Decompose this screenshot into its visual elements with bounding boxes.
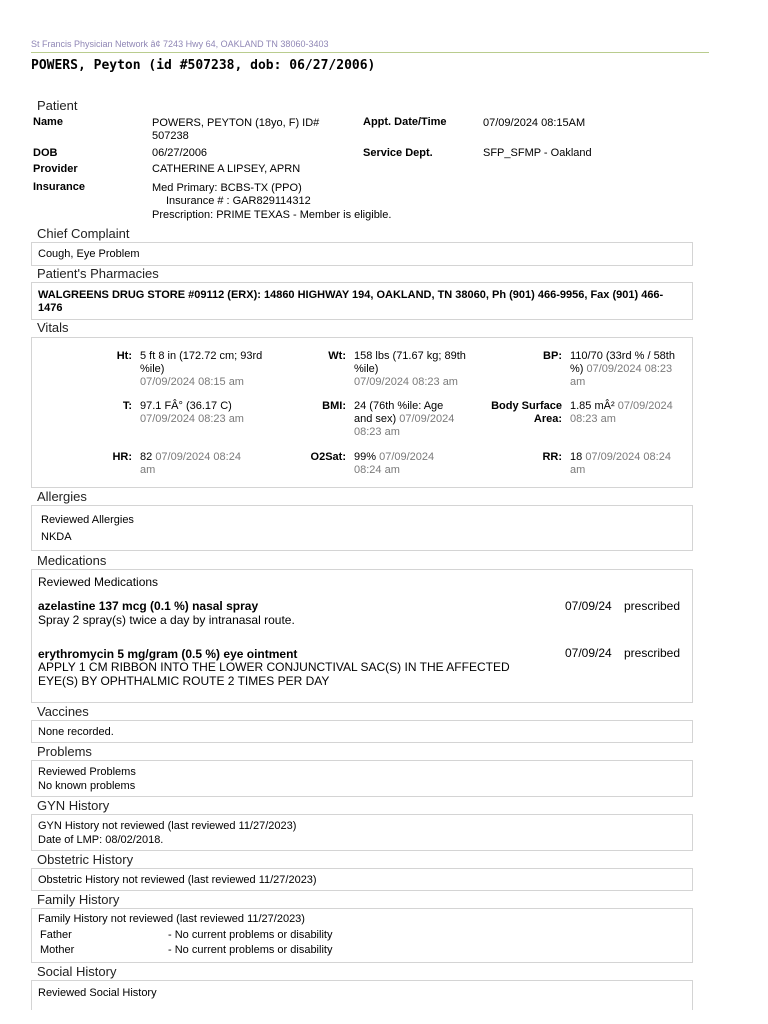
provider-label: Provider: [33, 163, 78, 175]
family-relation: Father: [40, 929, 72, 941]
dob-value: 06/27/2006: [152, 147, 208, 159]
family-relation-note: - No current problems or disability: [168, 944, 333, 956]
vital-t: [140, 400, 270, 426]
med-date: 07/09/24: [565, 646, 612, 660]
vital-bmi-value: 24 (76th %ile: Age and sex): [354, 400, 444, 425]
problems-box: [31, 760, 693, 797]
dob-label: DOB: [33, 147, 58, 159]
medications-reviewed: Reviewed Medications: [38, 575, 159, 589]
med-status: prescribed: [624, 599, 681, 613]
family-history-status: Family History not reviewed (last reviewed 11/27/2023): [38, 913, 305, 925]
family-history-box: [31, 908, 693, 963]
pharmacy-entry: WALGREENS DRUG STORE #09112 (ERX): 14860 HIGHWAY 194, OAKLAND, TN 38060, Ph (901) 466-9956, Fax (901) 466-1476: [38, 289, 664, 314]
vital-hr: [140, 451, 250, 477]
vital-t-time: 07/09/2024 08:23 am: [140, 413, 244, 425]
gyn-history-box: [31, 814, 693, 851]
vital-wt-label: Wt:: [328, 350, 346, 362]
vital-ht-value: 5 ft 8 in (172.72 cm; 93rd %ile): [140, 350, 263, 375]
name-value: POWERS, PEYTON (18yo, F) ID# 507238: [152, 117, 320, 142]
vital-t-value: 97.1 FÂ° (36.17 C): [140, 400, 232, 412]
medications-title: Medications: [37, 553, 107, 568]
vital-ht-time: 07/09/2024 08:15 am: [140, 376, 244, 388]
family-relation: Mother: [40, 944, 75, 956]
practice-header: St Francis Physician Network â¢ 7243 Hwy 64, OAKLAND TN 38060-3403: [31, 39, 329, 49]
obstetric-history-title: Obstetric History: [37, 852, 134, 867]
vital-bmi: [354, 400, 464, 439]
med-name: azelastine 137 mcg (0.1 %) nasal spray: [38, 599, 259, 613]
family-relation-note: - No current problems or disability: [168, 929, 333, 941]
vital-hr-value: 82: [140, 451, 153, 463]
header-divider: [31, 52, 709, 53]
vaccines-box: [31, 720, 693, 743]
service-label: Service Dept.: [363, 147, 433, 159]
vital-ht: [140, 350, 270, 389]
vital-bsa-value: 1.85 mÂ²: [570, 400, 615, 412]
vital-hr-time: 07/09/2024 08:24 am: [140, 451, 241, 476]
gyn-history-title: GYN History: [37, 798, 110, 813]
vital-wt: [354, 350, 474, 389]
allergies-box: [31, 505, 693, 551]
vital-bsa: [570, 400, 682, 426]
appt-label: Appt. Date/Time: [363, 116, 447, 128]
medications-box: [31, 569, 693, 703]
med-status: prescribed: [624, 646, 681, 660]
patient-section-title: Patient: [37, 98, 78, 113]
insurance-primary: Med Primary: BCBS-TX (PPO): [152, 182, 302, 194]
gyn-lmp-date: Date of LMP: 08/02/2018.: [38, 834, 164, 846]
obstetric-history-box: [31, 868, 693, 891]
med-instructions: Spray 2 spray(s) twice a day by intranasal route.: [38, 613, 295, 627]
provider-value: CATHERINE A LIPSEY, APRN: [152, 163, 301, 175]
social-history-box: [31, 980, 693, 1010]
vital-bsa-label: Body Surface Area:: [491, 400, 562, 425]
med-date: 07/09/24: [565, 599, 612, 613]
gyn-history-status: GYN History not reviewed (last reviewed 11/27/2023): [38, 820, 297, 832]
vital-ht-label: Ht:: [116, 350, 132, 362]
social-history-title: Social History: [37, 964, 117, 979]
obstetric-history-text: Obstetric History not reviewed (last reviewed 11/27/2023): [38, 874, 317, 886]
family-history-title: Family History: [37, 892, 120, 907]
allergies-text: NKDA: [41, 531, 72, 543]
pharmacies-box: [31, 282, 693, 320]
problems-text: No known problems: [38, 780, 136, 792]
vital-o2: [354, 451, 454, 477]
allergies-title: Allergies: [37, 489, 87, 504]
insurance-number: Insurance # : GAR829114312: [166, 195, 311, 207]
vaccines-title: Vaccines: [37, 704, 89, 719]
service-value: SFP_SFMP - Oakland: [483, 147, 592, 159]
chief-complaint-box: [31, 242, 693, 266]
vital-o2-label: O2Sat:: [310, 451, 346, 463]
vital-wt-time: 07/09/2024 08:23 am: [354, 376, 458, 388]
vital-bmi-time: 07/09/2024 08:23 am: [354, 413, 455, 438]
vital-bp: [570, 350, 680, 389]
vital-hr-label: HR:: [112, 451, 132, 463]
insurance-label: Insurance: [33, 181, 85, 193]
chief-complaint-title: Chief Complaint: [37, 226, 130, 241]
problems-title: Problems: [37, 744, 92, 759]
med-instructions: APPLY 1 CM RIBBON INTO THE LOWER CONJUNCTIVAL SAC(S) IN THE AFFECTED EYE(S) BY OPHTHALMIC ROUTE 2 TIMES PER DAY: [38, 660, 510, 688]
vital-bp-label: BP:: [543, 350, 562, 362]
insurance-prescription: Prescription: PRIME TEXAS - Member is eligible.: [152, 209, 392, 221]
vital-wt-value: 158 lbs (71.67 kg; 89th %ile): [354, 350, 466, 375]
vitals-title: Vitals: [37, 320, 69, 335]
vital-bsa-time: 07/09/2024 08:23 am: [570, 400, 673, 425]
med-name: erythromycin 5 mg/gram (0.5 %) eye ointment: [38, 647, 298, 661]
vital-o2-time: 07/09/2024 08:24 am: [354, 451, 435, 476]
problems-reviewed: Reviewed Problems: [38, 766, 136, 778]
pharmacies-title: Patient's Pharmacies: [37, 266, 159, 281]
name-label: Name: [33, 116, 63, 128]
vitals-box: [31, 337, 693, 488]
vital-bp-time: 07/09/2024 08:23 am: [570, 363, 673, 388]
document-title: POWERS, Peyton (id #507238, dob: 06/27/2006): [31, 58, 376, 73]
vital-t-label: T:: [122, 400, 132, 412]
vital-rr: [570, 451, 680, 477]
chief-complaint-text: Cough, Eye Problem: [38, 248, 140, 260]
vital-rr-time: 07/09/2024 08:24 am: [570, 451, 671, 476]
social-history-reviewed: Reviewed Social History: [38, 987, 157, 999]
vital-rr-value: 18: [570, 451, 583, 463]
vital-bp-value: 110/70 (33rd % / 58th %): [570, 350, 675, 375]
vital-rr-label: RR:: [542, 451, 562, 463]
vital-bmi-label: BMI:: [322, 400, 346, 412]
appt-value: 07/09/2024 08:15AM: [483, 117, 586, 129]
vital-o2-value: 99%: [354, 451, 377, 463]
vaccines-text: None recorded.: [38, 726, 114, 738]
allergies-reviewed: Reviewed Allergies: [41, 514, 134, 526]
